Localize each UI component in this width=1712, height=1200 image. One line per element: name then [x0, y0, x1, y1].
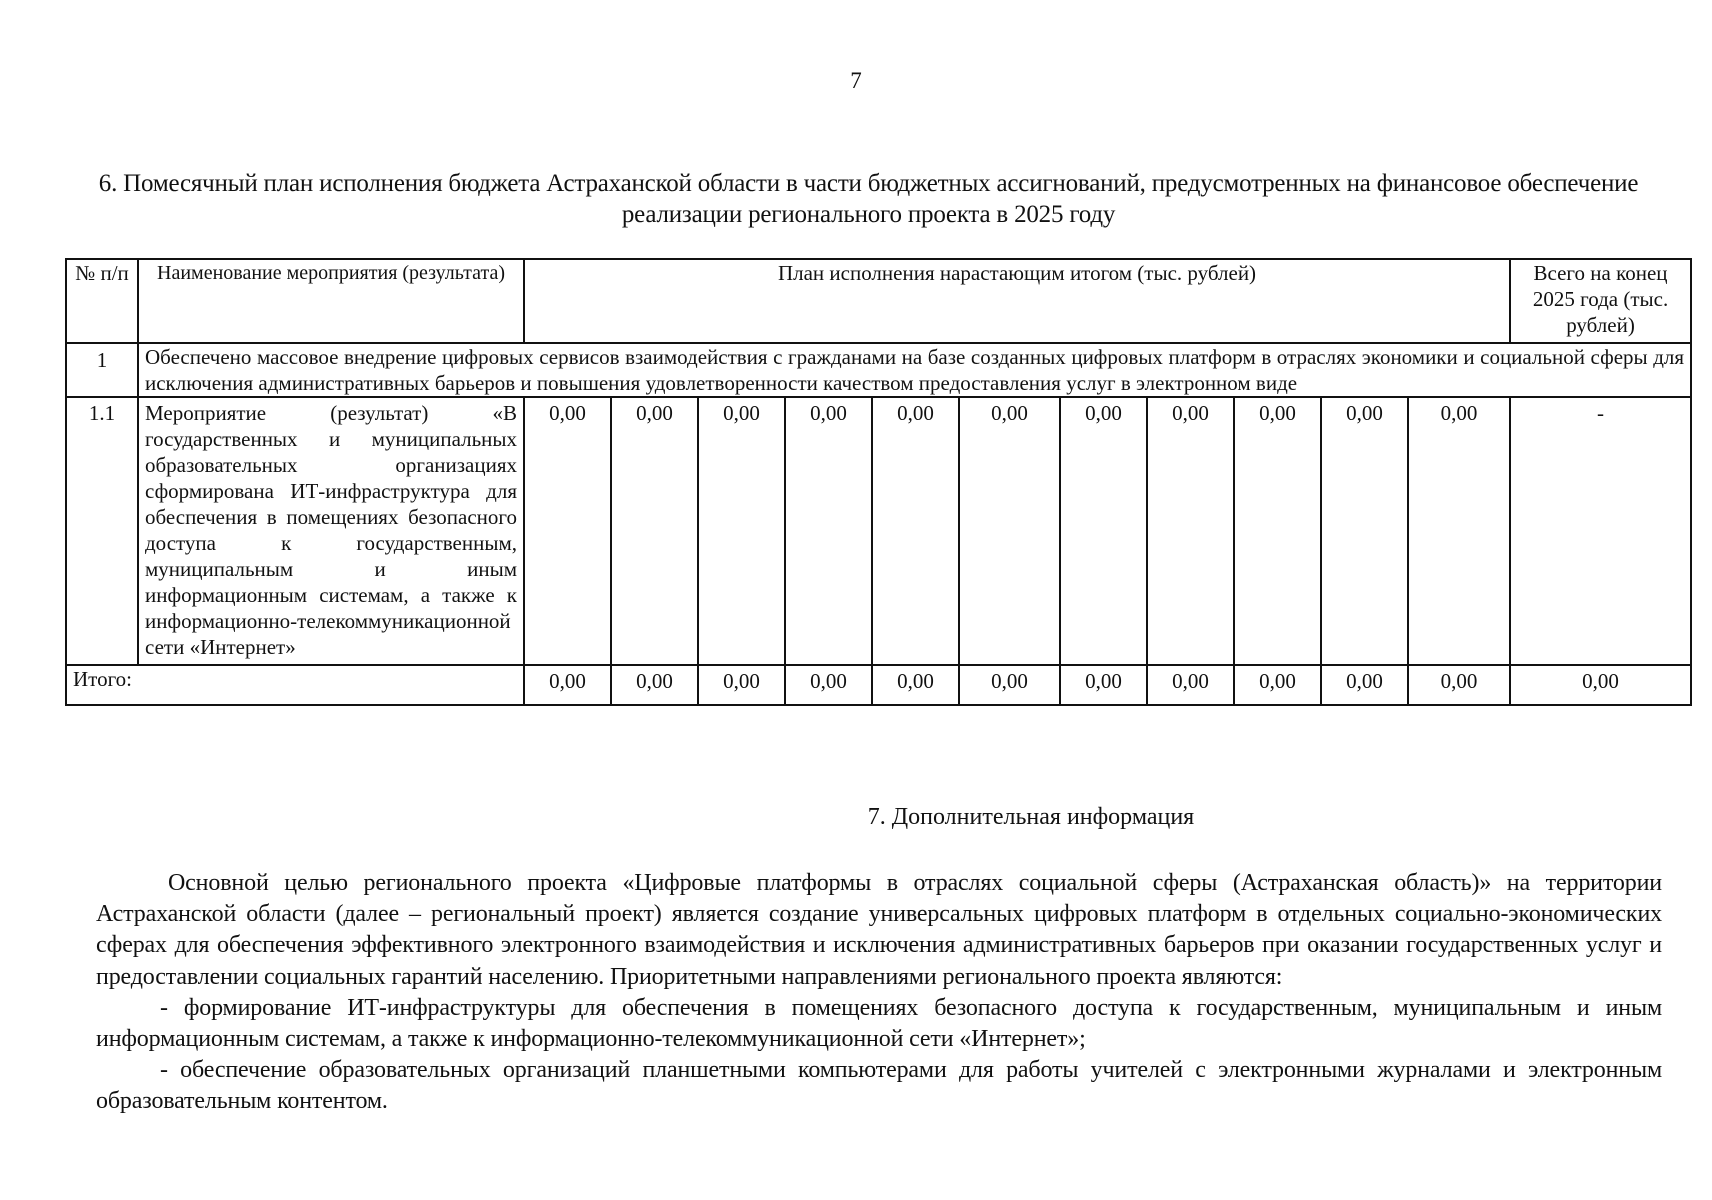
goal-row — [66, 343, 1691, 397]
itogo-month-value: 0,00 — [1321, 665, 1408, 705]
itogo-month-value: 0,00 — [1060, 665, 1147, 705]
event-month-value: 0,00 — [1060, 397, 1147, 665]
itogo-month-value: 0,00 — [698, 665, 785, 705]
section-6-title: 6. Помесячный план исполнения бюджета Астраханской области в части бюджетных ассигнований, предусмотренных на финансовое обеспечение реализации регионального проекта в 2025 году — [98, 170, 1639, 228]
itogo-total: 0,00 — [1510, 665, 1691, 705]
section-7-title: 7. Дополнительная информация — [867, 804, 1195, 830]
event-total: - — [1510, 397, 1691, 665]
itogo-month-value: 0,00 — [611, 665, 698, 705]
event-month-value: 0,00 — [524, 397, 611, 665]
itogo-month-value: 0,00 — [524, 665, 611, 705]
itogo-month-value: 0,00 — [785, 665, 872, 705]
event-month-value: 0,00 — [959, 397, 1060, 665]
header-plan: План исполнения нарастающим итогом (тыс. рублей) — [524, 259, 1510, 343]
event-num: 1.1 — [66, 397, 138, 665]
itogo-label: Итого: — [66, 665, 524, 705]
event-month-value: 0,00 — [611, 397, 698, 665]
goal-num: 1 — [66, 343, 138, 397]
itogo-row — [66, 665, 1691, 705]
event-month-value: 0,00 — [1147, 397, 1234, 665]
itogo-month-value: 0,00 — [1408, 665, 1510, 705]
body-bullet-item: - обеспечение образовательных организаций планшетными компьютерами для работы учителей с электронными журналами и электронным образовательным контентом. — [96, 1057, 1662, 1115]
goal-text: Обеспечено массовое внедрение цифровых сервисов взаимодействия с гражданами на базе созданных цифровых платформ в отраслях экономики и социальной сферы для исключения административных барьеров и повышения удовлетворенности качеством предоставления услуг в электронном виде — [138, 343, 1691, 397]
event-month-value: 0,00 — [1234, 397, 1321, 665]
itogo-month-value: 0,00 — [959, 665, 1060, 705]
section-7-body — [96, 868, 1662, 1118]
body-paragraph: Основной целью регионального проекта «Цифровые платформы в отраслях социальной сферы (Астраханская область)» на территории Астраханской области (далее – региональный проект) является создание универсальных цифровых платформ в отдельных социально-экономических сферах для обеспечения эффективного электронного взаимодействия и исключения административных барьеров при оказании государственных услуг и предоставлении социальных гарантий населению. Приоритетными направлениями регионального проекта являются: — [96, 870, 1662, 990]
header-num: № п/п — [66, 259, 138, 343]
event-month-value: 0,00 — [785, 397, 872, 665]
itogo-month-value: 0,00 — [1234, 665, 1321, 705]
budget-plan-table — [65, 258, 1692, 706]
body-bullet-item: - формирование ИТ-инфраструктуры для обеспечения в помещениях безопасного доступа к государственным, муниципальным и иным информационным системам, а также к информационно-телекоммуникационной сети «Интернет»; — [96, 994, 1662, 1053]
event-month-value: 0,00 — [698, 397, 785, 665]
event-text: Мероприятие (результат) «В государственных и муниципальных образовательных организациях сформирована ИТ-инфраструктура для обеспечения в помещениях безопасного доступа к государственным, муниципальным и иным информационным системам, а также к информационно-телекоммуникационной сети «Интернет» — [138, 397, 524, 665]
event-month-value: 0,00 — [1408, 397, 1510, 665]
page-number: 7 — [850, 68, 862, 93]
itogo-month-value: 0,00 — [872, 665, 959, 705]
header-total: Всего на конец 2025 года (тыс. рублей) — [1510, 259, 1691, 343]
table-header-row — [66, 259, 1691, 343]
itogo-month-value: 0,00 — [1147, 665, 1234, 705]
event-month-value: 0,00 — [1321, 397, 1408, 665]
header-name: Наименование мероприятия (результата) — [138, 259, 524, 343]
event-month-value: 0,00 — [872, 397, 959, 665]
event-row — [66, 397, 1691, 665]
